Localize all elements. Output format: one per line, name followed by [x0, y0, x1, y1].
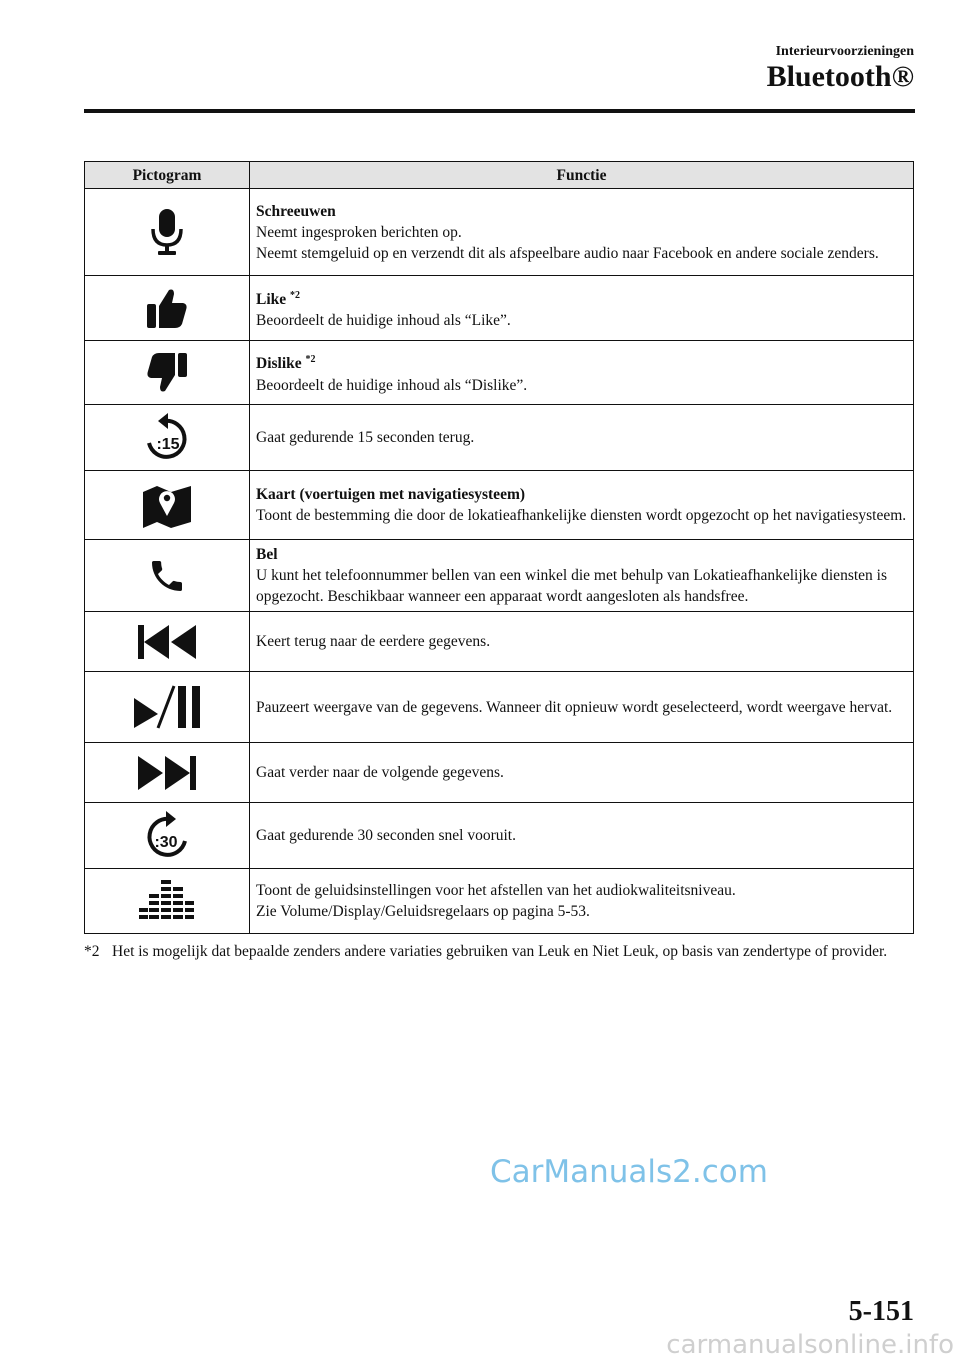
skip-back-15-label: :15 — [156, 435, 180, 453]
column-header-function: Functie — [250, 162, 914, 189]
phone-icon — [147, 556, 187, 596]
function-title: Like $^{*2}$ — [256, 289, 301, 309]
site-watermark: carmanualsonline.info — [666, 1330, 954, 1360]
footnote-ref: *2 — [305, 354, 316, 366]
icon-cell — [85, 276, 250, 341]
skip-back-15-icon — [144, 413, 190, 463]
function-title: Kaart (voertuigen met navigatiesysteem) — [256, 486, 526, 503]
table-row — [85, 471, 914, 540]
function-line: Gaat verder naar de volgende gegevens. — [256, 764, 504, 781]
page-number: 5-151 — [848, 1296, 914, 1327]
footnote-text: Het is mogelijk dat bepaalde zenders andere variaties gebruiken van Leuk en Niet Leuk, op basis van zendertype of provider. — [112, 943, 888, 960]
table-row — [85, 612, 914, 672]
icon-cell — [85, 869, 250, 934]
function-line: Pauzeert weergave van de gegevens. Wanneer dit opnieuw wordt geselecteerd, wordt weergave hervat. — [256, 698, 893, 716]
skip-forward-30-icon — [144, 811, 190, 861]
function-line: Neemt stemgeluid op en verzendt dit als afspeelbare audio naar Facebook en andere sociale zenders. — [256, 244, 879, 262]
microphone-icon — [147, 209, 187, 255]
function-cell — [250, 471, 914, 540]
table-row — [85, 869, 914, 934]
icon-table — [84, 161, 914, 934]
function-cell — [250, 189, 914, 276]
play-pause-icon — [130, 684, 204, 730]
icon-cell — [85, 189, 250, 276]
table-row — [85, 341, 914, 405]
header-rule — [84, 109, 915, 113]
function-line: Beoordeelt de huidige inhoud als “Like”. — [256, 312, 511, 330]
function-title: Dislike $^{*2}$ — [256, 354, 316, 373]
map-pin-icon — [141, 482, 193, 528]
thumbs-down-icon — [145, 351, 189, 395]
function-line: Keert terug naar de eerdere gegevens. — [256, 633, 491, 650]
footnote-ref: *2 — [290, 289, 301, 301]
icon-cell — [85, 405, 250, 471]
column-header-icon: Pictogram — [85, 162, 250, 189]
equalizer-icon — [139, 878, 195, 924]
icon-cell — [85, 743, 250, 803]
function-line: Gaat gedurende 15 seconden terug. — [256, 429, 475, 446]
previous-track-icon — [136, 623, 198, 661]
function-line: Toont de geluidsinstellingen voor het afstellen van het audiokwaliteitsniveau. — [256, 882, 736, 899]
function-cell — [250, 743, 914, 803]
icon-cell — [85, 540, 250, 612]
function-line: Toont de bestemming die door de lokatieafhankelijke diensten wordt opgezocht op het navigatiesysteem. — [256, 507, 907, 524]
function-cell — [250, 276, 914, 341]
icon-cell — [85, 471, 250, 540]
table-row — [85, 743, 914, 803]
footnote-mark: *2 — [84, 943, 100, 960]
function-title: Schreeuwen — [256, 202, 336, 220]
icon-cell — [85, 803, 250, 869]
function-title: Bel — [256, 546, 278, 563]
skip-forward-30-label: :30 — [154, 833, 178, 851]
function-cell — [250, 803, 914, 869]
function-cell — [250, 672, 914, 743]
footnote — [84, 941, 914, 962]
watermark: CarManuals2.com — [490, 1154, 768, 1190]
section-title: Interieurvoorzieningen — [775, 44, 914, 59]
table-row — [85, 803, 914, 869]
table-header-row — [85, 162, 914, 189]
function-line: Beoordeelt de huidige inhoud als “Dislike”. — [256, 376, 528, 394]
function-cell — [250, 540, 914, 612]
function-cell — [250, 405, 914, 471]
chapter-title: Bluetooth® — [766, 60, 914, 93]
function-line: Gaat gedurende 30 seconden snel vooruit. — [256, 827, 516, 844]
table-row — [85, 672, 914, 743]
table-row — [85, 540, 914, 612]
table-row — [85, 405, 914, 471]
next-track-icon — [136, 754, 198, 792]
function-cell — [250, 869, 914, 934]
table-row — [85, 189, 914, 276]
function-line: Zie Volume/Display/Geluidsregelaars op pagina 5-53. — [256, 903, 590, 920]
function-cell — [250, 612, 914, 672]
icon-cell — [85, 341, 250, 405]
icon-cell — [85, 612, 250, 672]
function-line: Neemt ingesproken berichten op. — [256, 223, 462, 241]
table-row — [85, 276, 914, 341]
thumbs-up-icon — [145, 286, 189, 330]
function-cell — [250, 341, 914, 405]
icon-cell — [85, 672, 250, 743]
function-line: U kunt het telefoonnummer bellen van een winkel die met behulp van Lokatieafhankelijke diensten is opgezocht. Beschikbaar wanneer een apparaat wordt aangesloten als handsfree. — [256, 567, 887, 605]
